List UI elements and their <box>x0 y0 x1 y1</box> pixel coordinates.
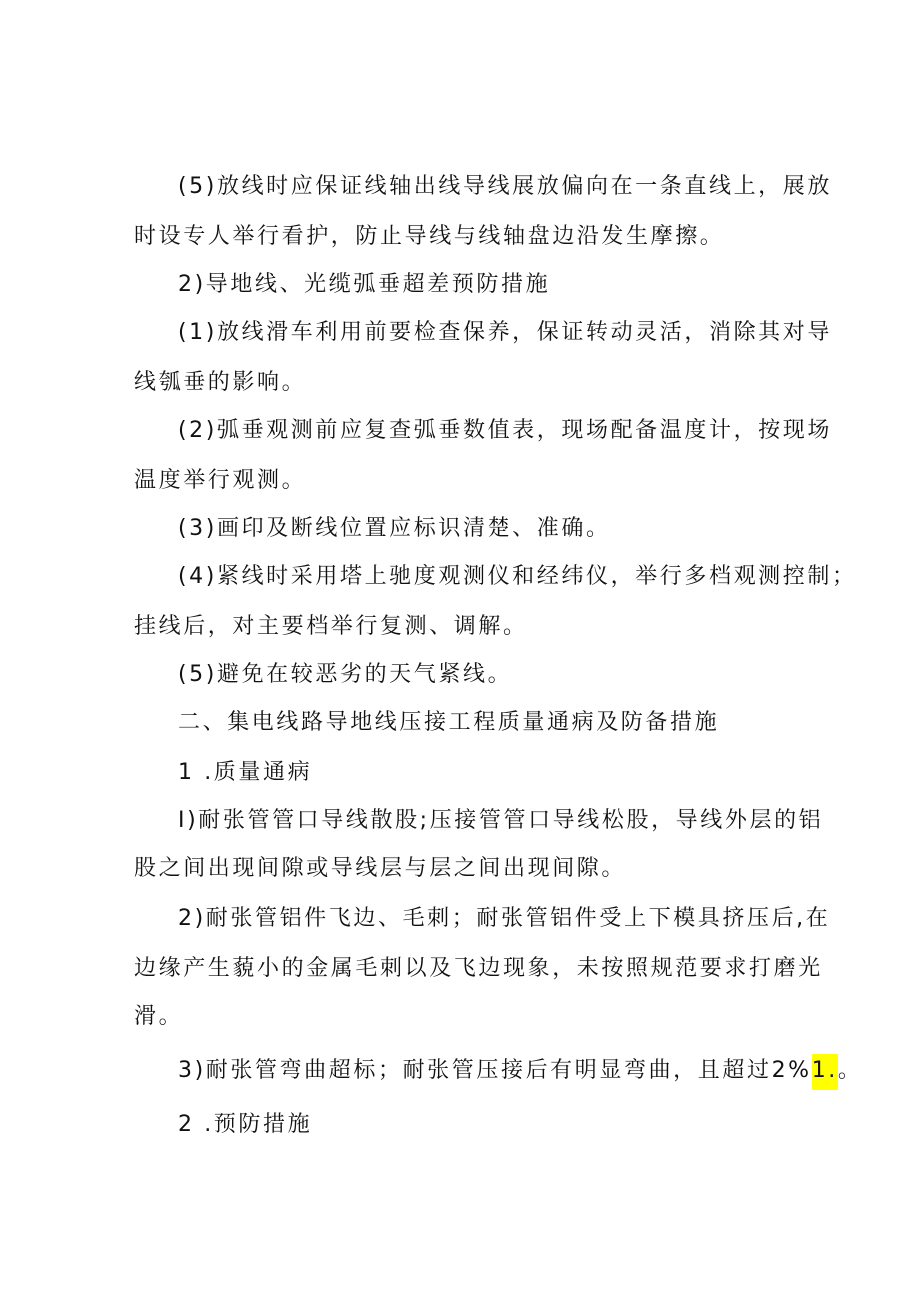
paragraph-line: 边缘产生藐小的金属毛刺以及飞边现象，未按照规范要求打磨光 <box>134 956 823 981</box>
paragraph-line <box>178 1054 863 1090</box>
section-heading: 2)导地线、光缆弧垂超差预防措施 <box>178 272 551 297</box>
paragraph-line: 时设专人举行看护，防止导线与线轴盘边沿发生摩擦。 <box>134 224 725 249</box>
paragraph-line: (1)放线滑车利用前要检查保养，保证转动灵活，消除其对导 <box>178 320 832 345</box>
paragraph-line: 滑。 <box>134 1004 184 1029</box>
paragraph-line: (5)放线时应保证线轴出线导线展放偏向在一条直线上，展放 <box>178 174 832 199</box>
section-heading: 二、集电线路导地线压接工程质量通病及防备措施 <box>178 710 720 735</box>
paragraph-text: 3)耐张管弯曲超标；耐张管压接后有明显弯曲，且超过2% <box>178 1058 812 1083</box>
paragraph-line: (2)弧垂观测前应复查弧垂数值表，现场配备温度计，按现场 <box>178 418 832 443</box>
paragraph-line: 温度举行观测。 <box>134 468 307 493</box>
paragraph-line: (3)画印及断线位置应标识清楚、准确。 <box>178 516 611 541</box>
subsection-heading: 1 .质量通病 <box>178 760 313 785</box>
paragraph-line: 线瓠垂的影响。 <box>134 370 307 395</box>
paragraph-line: I)耐张管管口导线散股;压接管管口导线松股，导线外层的铝 <box>178 808 824 833</box>
paragraph-line: 股之间出现间隙或导线层与层之间出现间隙。 <box>134 856 627 881</box>
paragraph-line: 挂线后，对主要档举行复测、调解。 <box>134 614 528 639</box>
paragraph-line: (5)避免在较恶劣的天气紧线。 <box>178 662 513 687</box>
paragraph-text: 。 <box>837 1058 863 1083</box>
paragraph-line: 2)耐张管铝件飞边、毛刺；耐张管铝件受上下模具挤压后,在 <box>178 906 831 931</box>
highlighted-text: 1. <box>812 1054 838 1090</box>
subsection-heading: 2 .预防措施 <box>178 1112 313 1137</box>
paragraph-line: (4)紧线时采用塔上驰度观测仪和经纬仪，举行多档观测控制； <box>178 564 857 589</box>
